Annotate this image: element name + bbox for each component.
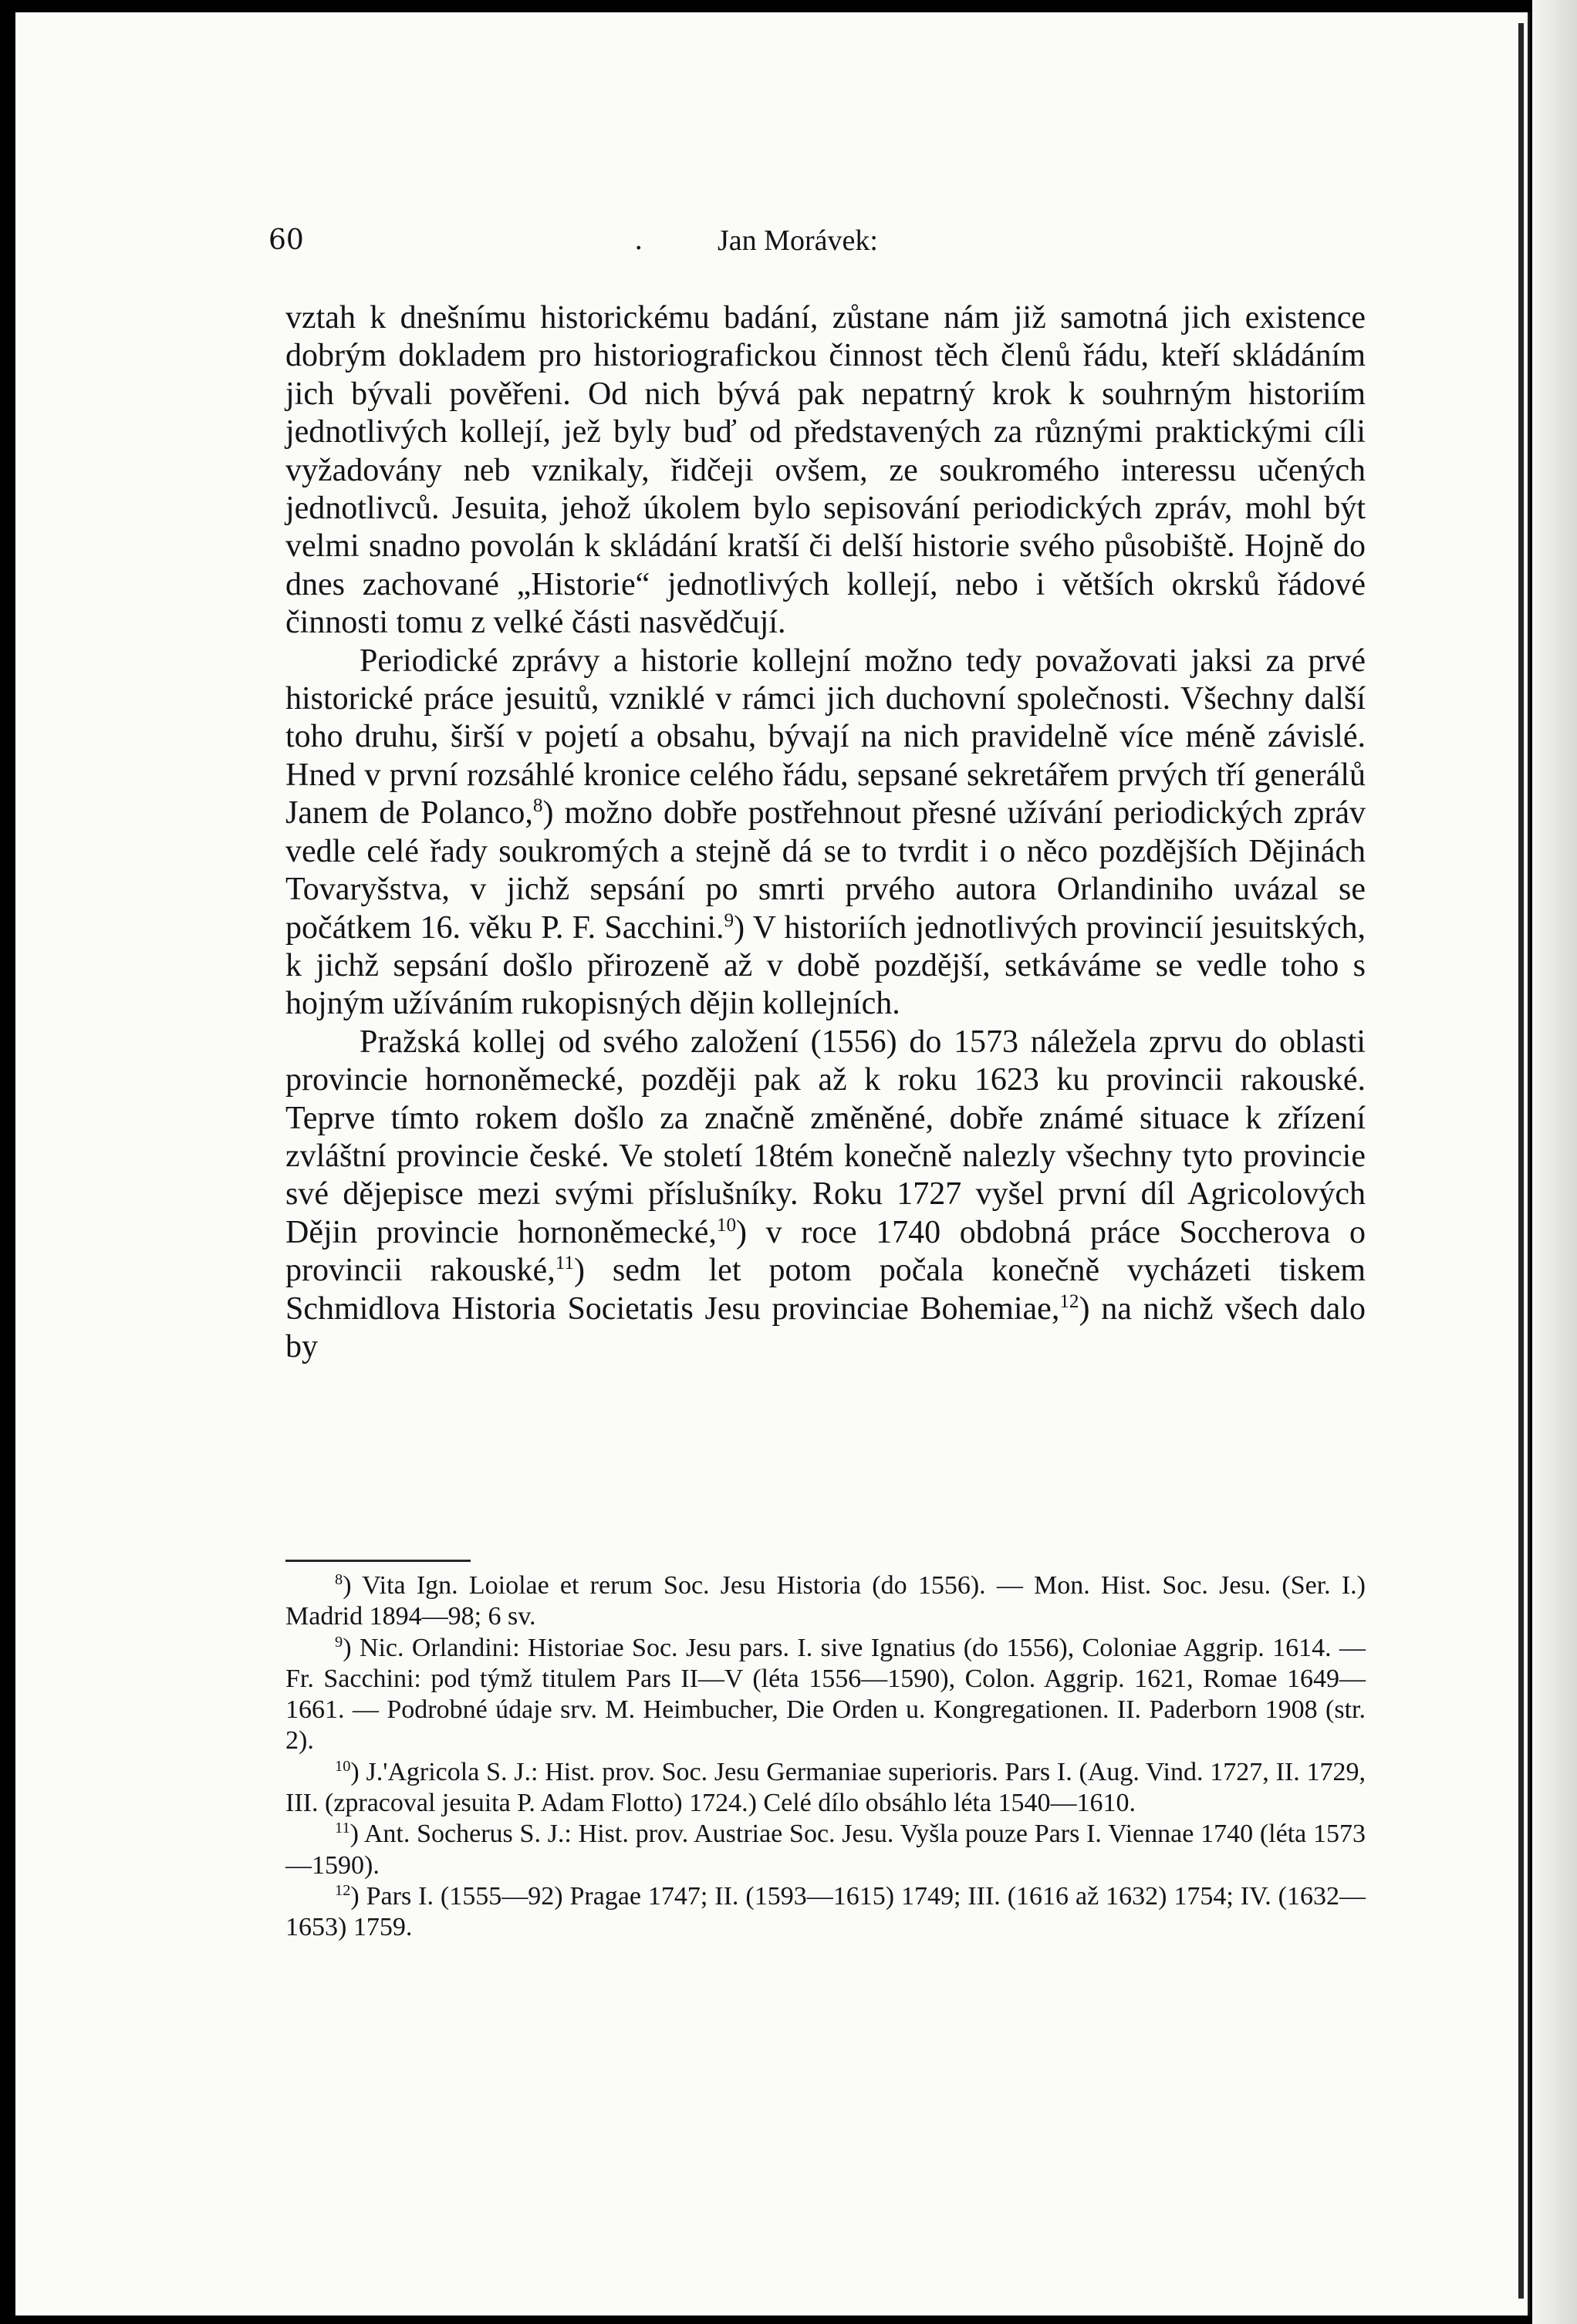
paragraph-2-text-c: ) V historiích jednotlivých provincií jesuitských, k jichž sepsání došlo přirozeně až v době pozdější, setkáváme se vedle toho s hojným užíváním rukopisných dějin kollejních.: [285, 909, 1366, 1022]
paragraph-2-text-a: Periodické zprávy a historie kollejní možno tedy považovati jaksi za prvé historické práce jesuitů, vzniklé v rámci jich duchovní společnosti. Všechny další toho druhu, širší v pojetí a obsahu, bývají na nich pravidelně více méně závislé. Hned v první rozsáhlé kronice celého řádu, sepsané sekretářem prvých tří generálů Janem de Polanco,: [285, 643, 1366, 831]
footnote: [285, 1757, 1366, 1820]
footnote-text: ) Nic. Orlandini: Historiae Soc. Jesu pars. I. sive Ignatius (do 1556), Coloniae Aggrip. 1614. — Fr. Sacchini: pod týmž titulem Pars II—V (léta 1556—1590), Colon. Aggrip. 1621, Romae 1649—1661. — Podrobné údaje srv. M. Heimbucher, Die Orden u. Kongregationen. II. Paderborn 1908 (str. 2).: [285, 1633, 1366, 1756]
scan-edge: [1532, 0, 1577, 2324]
footnote-text: ) J.'Agricola S. J.: Hist. prov. Soc. Jesu Germaniae superioris. Pars I. (Aug. Vind. 1727, II. 1729, III. (zpracoval jesuita P. Adam Flotto) 1724.) Celé dílo obsáhlo léta 1540—1610.: [285, 1757, 1366, 1818]
paragraph-3-text-d: ) na nichž všech dalo by: [285, 1290, 1366, 1364]
footnote-ref-9[interactable]: 9: [724, 909, 734, 931]
footnote: [285, 1570, 1366, 1633]
paragraph-2: [285, 643, 1366, 1024]
header-separator: .: [634, 224, 643, 256]
main-text: [285, 299, 1366, 1366]
paragraph-3: [285, 1024, 1366, 1367]
footnote-mark: 9: [335, 1633, 343, 1651]
footnote-text: ) Pars I. (1555—92) Pragae 1747; II. (1593—1615) 1749; III. (1616 až 1632) 1754; IV. (1632—1653) 1759.: [285, 1881, 1366, 1942]
paragraph-3-text-a: Pražská kollej od svého založení (1556) do 1573 náležela zprvu do oblasti provincie hornoněmecké, později pak až k roku 1623 ku provincii rakouské. Teprve tímto rokem došlo za značně změněné, dobře známé situace k zřízení zvláštní provincie české. Ve století 18tém konečně nalezly všechny tyto provincie své dějepisce mezi svými příslušníky. Roku 1727 vyšel první díl Agricolových Dějin provincie hornoněmecké,: [285, 1024, 1366, 1250]
footnote-rule: [285, 1560, 471, 1562]
paragraph-3-text-b: ) v roce 1740 obdobná práce Soccherova o provincii rakouské,: [285, 1214, 1366, 1289]
footnote-ref-10[interactable]: 10: [716, 1214, 737, 1236]
running-header: [262, 224, 1450, 258]
paragraph-1: vztah k dnešnímu historickému badání, zůstane nám již samotná jich existence dobrým dokladem pro historiografickou činnost těch členů řádu, kteří skládáním jich bývali pověřeni. Od nich bývá pak nepatrný krok k souhrným historiím jednotlivých kollejí, jež byly buď od představených za různými praktickými cíli vyžadovány neb vznikaly, řidčeji ovšem, ze soukromého interessu učených jednotlivců. Jesuita, jehož úkolem bylo sepisování periodických zpráv, mohl být velmi snadno povolán k skládání kratší či delší historie svého působiště. Hojně do dnes zachované „Historie“ jednotlivých kollejí, nebo i větších okrsků řádové činnosti tomu z velké části nasvědčují.: [285, 300, 1366, 641]
footnote-ref-8[interactable]: 8: [532, 795, 543, 817]
paragraph-3-text-c: ) sedm let potom počala konečně vycházeti tiskem Schmidlova Historia Societatis Jesu provinciae Bohemiae,: [285, 1253, 1366, 1327]
footnote: [285, 1633, 1366, 1757]
running-head-author: Jan Morávek:: [718, 224, 878, 257]
footnote-mark: 10: [335, 1757, 351, 1775]
footnote-text: ) Vita Ign. Loiolae et rerum Soc. Jesu Historia (do 1556). — Mon. Hist. Soc. Jesu. (Ser. I.) Madrid 1894—98; 6 sv.: [285, 1571, 1366, 1631]
page-number: 60: [268, 224, 304, 256]
footnotes: [285, 1570, 1366, 1944]
footnote-ref-11[interactable]: 11: [555, 1253, 574, 1274]
footnote-ref-12[interactable]: 12: [1059, 1290, 1079, 1312]
footnote: [285, 1881, 1366, 1944]
footnote-mark: 12: [335, 1881, 351, 1899]
page-gutter-line: [1518, 23, 1524, 2299]
footnote-mark: 8: [335, 1570, 343, 1588]
footnote-text: ) Ant. Socherus S. J.: Hist. prov. Austriae Soc. Jesu. Vyšla pouze Pars I. Viennae 1740 (léta 1573—1590).: [285, 1820, 1366, 1880]
footnote-mark: 11: [335, 1820, 350, 1837]
footnote: [285, 1819, 1366, 1881]
paragraph-2-text-b: ) možno dobře postřehnout přesné užívání periodických zpráv vedle celé řady soukromých a stejně dá se to tvrdit i o něco pozdějších Dějinách Tovaryšstva, v jichž sepsání po smrti prvého autora Orlandiniho uvázal se počátkem 16. věku P. F. Sacchini.: [285, 795, 1366, 946]
